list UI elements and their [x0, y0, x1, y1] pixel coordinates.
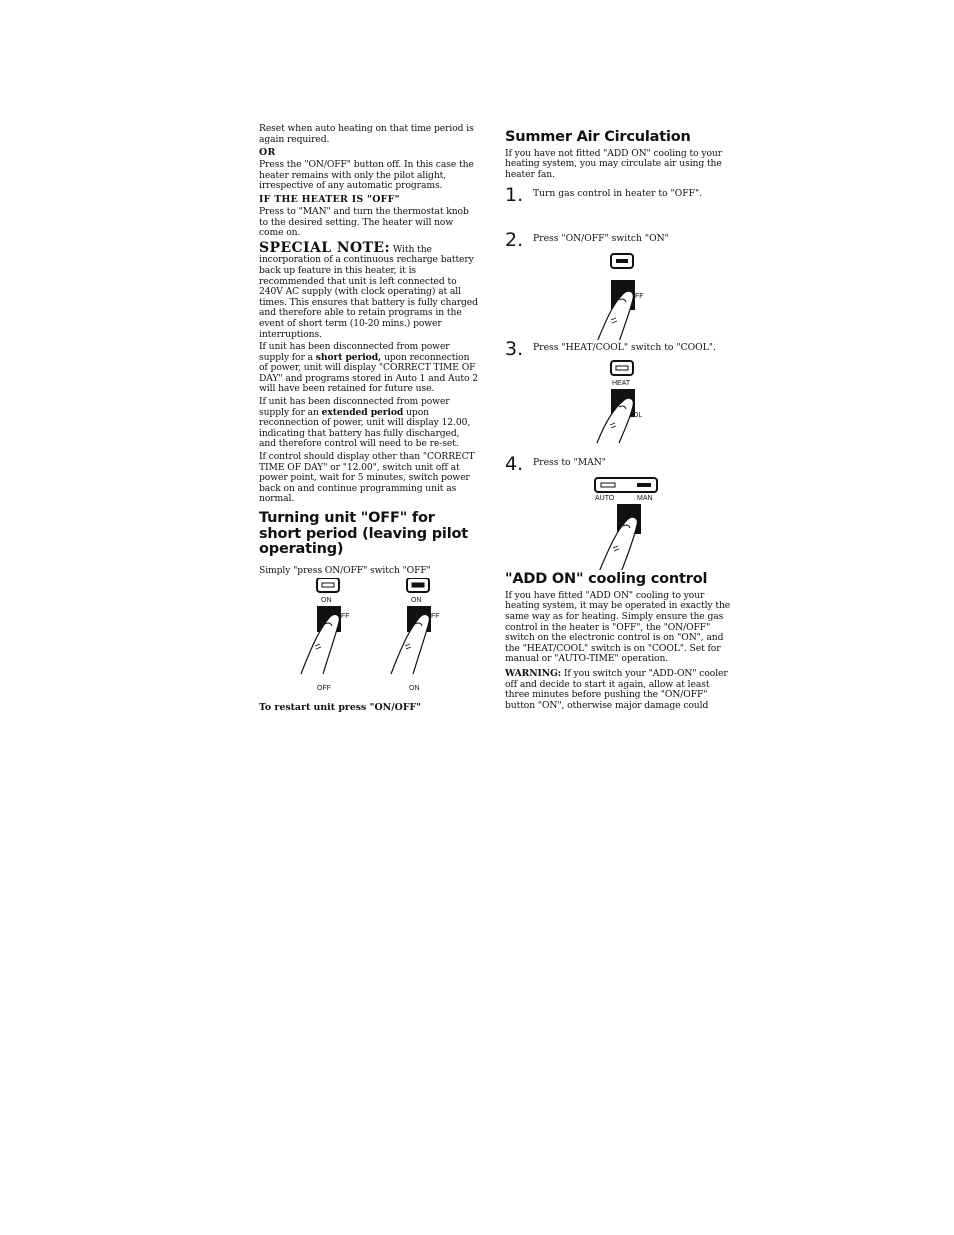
summer-paragraph: If you have not fitted "ADD ON" cooling to your heating system, you may circulate air using the heater fan.: [505, 147, 722, 180]
short-period-text-b: upon reconnection of power, unit will display "CORRECT TIME OF DAY" and programs stored in Auto 1 and Auto 2 will have been retained for future use.: [259, 351, 478, 395]
man-led: [637, 483, 651, 487]
warning-label: WARNING:: [505, 667, 562, 679]
special-note-text: With the incorporation of a continuous recharge battery back up feature in this heater, it is recommended that unit is left connected to 240V AC supply (with clock operating) at all times. This ensures that battery is fully charged and therefore able to retain programs in the event of short term (10-20 mins.) power interruptions.: [259, 243, 478, 340]
warning-paragraph: [505, 669, 733, 711]
switch-off-led: [322, 583, 334, 587]
turning-off-heading: Turning unit "OFF" for short period (leaving pilot operating): [259, 510, 468, 557]
extended-period-text-a: If unit has been disconnected from power supply for an: [259, 396, 450, 418]
step-4-auto-label: AUTO: [595, 495, 615, 503]
step-3-top-label: HEAT: [612, 380, 631, 388]
press-man-paragraph: Press to "MAN" and turn the thermostat knob to the desired setting. The heater will now come on.: [259, 205, 469, 239]
step-4: [505, 455, 733, 474]
switch-off-figure: [301, 578, 350, 692]
extended-period-text-b: upon reconnection of power, unit will display 12.00, indicating that battery has fully discharged, and therefore control will need to be re-set.: [259, 406, 471, 450]
warning-text: If you switch your "ADD-ON" cooler off and decide to start it again, allow at least three minutes before pushing the "ON/OFF" button "ON", otherwise major damage could: [505, 667, 728, 711]
step-3-number: 3.: [505, 338, 524, 361]
off-on-switch-figures: [259, 578, 479, 700]
switch-on-top-label: ON: [411, 597, 422, 605]
special-note-label: SPECIAL NOTE:: [259, 239, 391, 256]
step-3-side-label: OL: [633, 412, 643, 420]
step-3-figure: [505, 359, 733, 455]
extended-period-paragraph: [259, 397, 479, 450]
step-2-number: 2.: [505, 229, 524, 252]
short-period-bold: short period,: [315, 351, 382, 363]
step-4-text: Press to "MAN": [533, 457, 607, 469]
step-3: [505, 340, 733, 359]
step-2-text: Press "ON/OFF" switch "ON": [533, 233, 669, 245]
switch-on-led: [412, 583, 424, 587]
step-2: [505, 231, 733, 250]
summer-heading: Summer Air Circulation: [505, 129, 691, 145]
short-period-paragraph: [259, 342, 479, 395]
step-4-man-label: MAN: [637, 495, 653, 503]
or-label: OR: [259, 147, 276, 159]
right-column: [505, 124, 733, 776]
step-4-figure: [505, 474, 733, 570]
step-1-text: Turn gas control in heater to "OFF".: [533, 188, 703, 200]
extended-period-bold: extended period: [321, 406, 404, 418]
step-4-number: 4.: [505, 453, 524, 476]
restart-label: To restart unit press "ON/OFF": [259, 702, 422, 714]
switch-on-bottom-label: ON: [409, 685, 420, 693]
left-column: [259, 124, 479, 715]
step-1-number: 1.: [505, 184, 524, 207]
if-display-paragraph: If control should display other than "CORRECT TIME OF DAY" or "12.00", switch unit off at power point, wait for 5 minutes, switch power back on and continue programming unit as normal.: [259, 451, 475, 505]
switch-off-side-label: FF: [341, 613, 350, 621]
step-1: [505, 186, 733, 205]
special-note-paragraph: [259, 239, 479, 340]
simply-press-paragraph: Simply "press ON/OFF" switch "OFF": [259, 564, 431, 576]
auto-led: [601, 483, 615, 487]
switch-off-top-label: ON: [321, 597, 332, 605]
switch-on-figure: [391, 578, 440, 692]
step-2-figure: [505, 250, 733, 340]
short-period-text-a: If unit has been disconnected from power supply for a: [259, 341, 450, 363]
step-3-text: Press "HEAT/COOL" switch to "COOL".: [533, 342, 716, 354]
switch-on-side-label: FF: [431, 613, 440, 621]
step-2-side-label: FF: [635, 293, 644, 301]
switch-off-bottom-label: OFF: [317, 685, 331, 693]
press-onoff-paragraph: Press the "ON/OFF" button off. In this case the heater remains with only the pilot alight, irrespective of any automatic programs.: [259, 159, 474, 192]
if-heater-off-label: IF THE HEATER IS "OFF": [259, 193, 400, 205]
add-on-paragraph: If you have fitted "ADD ON" cooling to your heating system, it may be operated in exactly the same way as for heating. Simply ensure the gas control in the heater is "OFF", the "ON/OFF" switch on the electronic control is on "ON", and the "HEAT/COOL" switch is on "COOL". Set for manual or "AUTO-TIME" operation.: [505, 589, 731, 665]
add-on-heading: "ADD ON" cooling control: [505, 571, 708, 588]
reset-paragraph: Reset when auto heating on that time period is again required.: [259, 123, 474, 145]
